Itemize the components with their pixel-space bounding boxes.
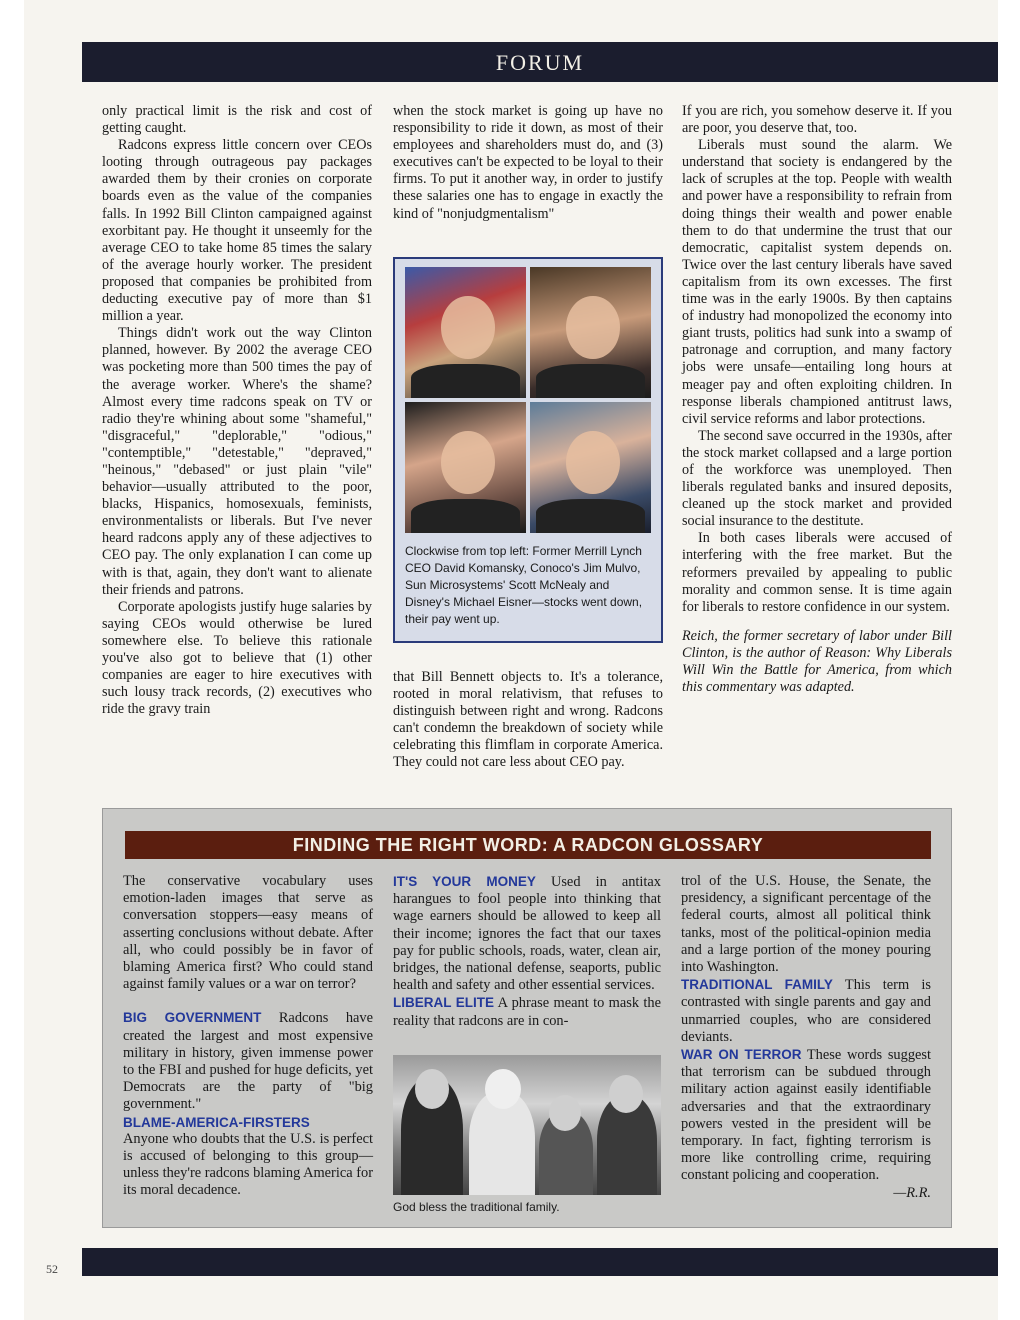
footer-bar [82, 1248, 998, 1276]
glossary-sidebar [102, 808, 952, 1228]
photo-michael-eisner [405, 402, 526, 533]
glossary-term: WAR ON TERROR [681, 1047, 802, 1063]
paragraph: Things didn't work out the way Clinton planned, however. By 2002 the average CEO was pocketing more than 500 times the pay of the average worker. Where's the shame? Almost every time radcons speak on TV or radio they're whining about some "shameful," "disgraceful," "deplorable," "odious," "contemptible," "detestable," "depraved," "heinous," "debased" or just plain "vile" behavior—usually attributed to the poor, blacks, Hispanics, homosexuals, feminists, environmentalists or liberals. But I've never heard radcons apply any of these adjectives to CEO pay. The only explanation I can come up with is that, again, they don't want to alienate their friends and patrons. [102, 325, 372, 598]
author-byline: Reich, the former secretary of labor under Bill Clinton, is the author of Reason: Why Liberals Will Win the Battle for America, from which this commentary was adapted. [682, 627, 952, 696]
paragraph: when the stock market is going up have no responsibility to ride it down, as most of their employees and shareholders must do, and (3) executives can't be expected to be loyal to their firms. To put it another way, in order to justify these salaries one has to engage in exactly the kind of "nonjudgmentalism" [393, 103, 663, 222]
glossary-column-2 [393, 873, 661, 1030]
paragraph: Corporate apologists justify huge salaries by saying CEOs would otherwise be lured somewhere else. To believe this rationale you've also got to believe that (1) other companies are eager to hire executives with such lousy track records, (2) executives who ride the gravy train [102, 598, 372, 718]
photo-jim-mulvo [530, 267, 651, 398]
section-title: FORUM [495, 50, 585, 75]
photo-scott-mcnealy [530, 402, 651, 533]
paragraph: that Bill Bennett objects to. It's a tolerance, rooted in moral relativism, that refuses to distinguish between right and wrong. Radcons can't condemn the breakdown of society while celebrating this flimflam in corporate America. They could not care less about CEO pay. [393, 669, 663, 771]
glossary-column-3 [681, 873, 931, 1202]
glossary-definition: trol of the U.S. House, the Senate, the presidency, a significant percentage of the federal courts, almost all political think tanks, most of the political-opinion media and a large portion of the money pouring into Washington. [681, 873, 931, 976]
section-header [82, 42, 998, 82]
glossary-entry [681, 1046, 931, 1185]
paragraph: The second save occurred in the 1930s, after the stock market collapsed and a large portion of the workforce was unemployed. Then liberals regulated banks and insured deposits, cleaned up the stock market and provided social insurance to the destitute. [682, 427, 952, 530]
traditional-family-photo [393, 1055, 661, 1195]
glossary-intro: The conservative vocabulary uses emotion-laden images that serve as conversation stoppers—easy means of asserting conclusions without debate. After all, who could possibly be in favor of blaming America first? Who could stand against family values or a war on terror? [123, 873, 373, 993]
glossary-definition: This term is contrasted with single parents and gay and unmarried couples, who are considered deviants. [681, 977, 931, 1045]
glossary-column-1 [123, 873, 373, 1200]
glossary-entry [681, 976, 931, 1046]
ceo-photo-panel [393, 257, 663, 643]
glossary-entry [681, 873, 931, 976]
family-photo-caption: God bless the traditional family. [393, 1200, 560, 1214]
glossary-term: BIG GOVERNMENT [123, 1010, 262, 1026]
glossary-definition: A phrase meant to mask the reality that radcons are in con- [393, 995, 661, 1029]
glossary-term: BLAME-AMERICA-FIRSTERS [123, 1114, 310, 1130]
glossary-term: LIBERAL ELITE [393, 995, 495, 1011]
glossary-entry [123, 1009, 373, 1113]
glossary-definition: Radcons have created the largest and most expensive military in history, given immense power to the FBI and pushed for huge deficits, yet Democrats are the party of "big government." [123, 1010, 374, 1113]
glossary-title: FINDING THE RIGHT WORD: A RADCON GLOSSARY [125, 831, 931, 859]
glossary-signature: —R.R. [893, 1184, 931, 1201]
page-number: 52 [46, 1262, 58, 1276]
photo-david-komansky [405, 267, 526, 398]
paragraph: If you are rich, you somehow deserve it. If you are poor, you deserve that, too. [682, 103, 952, 137]
paragraph: Liberals must sound the alarm. We understand that society is endangered by the lack of scruples at the top. People with wealth and power have a responsibility to refrain from doing things their wealth and power enable them to do that undermine the trust that our democratic, capitalist system depends on. Twice over the last century liberals have saved capitalism from its own excesses. The first time was in the early 1900s. By then captains of industry had monopolized the economy into giant trusts, politics had sunk into a swamp of patronage and corruption, and many factory jobs were unsafe—entailing long hours at meager pay and often exploiting children. In response liberals championed antitrust laws, civil service reforms and labor protections. [682, 137, 952, 427]
glossary-entry [393, 873, 661, 994]
article-column-3 [682, 103, 952, 696]
glossary-definition: Used in antitax harangues to fool people into thinking that wage earners should be allowed to keep all their income; ignores the fact that our taxes pay for public schools, roads, water, clean air, bridges, the national defense, seaports, public health and safety and other essential services. [393, 874, 661, 994]
paragraph: Radcons express little concern over CEOs looting through outrageous pay packages awarded them by their cronies on corporate boards even as the value of the companies falls. In 1992 Bill Clinton campaigned against exorbitant pay. He thought it unseemly for the average CEO to take home 85 times the salary of the average hourly worker. The president proposed that companies be prohibited from deducting executive pay of more than $1 million a year. [102, 137, 372, 325]
glossary-term: IT'S YOUR MONEY [393, 874, 536, 889]
article-column-2-top [393, 103, 663, 223]
glossary-definition: Anyone who doubts that the U.S. is perfect is accused of belonging to this group—unless they're radcons blaming America for its moral decadence. [123, 1130, 373, 1199]
article-column-1 [102, 103, 372, 718]
glossary-entry [393, 994, 661, 1029]
photo-caption: Clockwise from top left: Former Merrill Lynch CEO David Komansky, Conoco's Jim Mulvo, Sun Microsystems' Scott McNealy and Disney's Michael Eisner—stocks went down, their pay went up. [405, 544, 643, 626]
paragraph: only practical limit is the risk and cost of getting caught. [102, 103, 372, 137]
page-margin [0, 0, 24, 1320]
glossary-definition: These words suggest that terrorism can be subdued through military action against easily identifiable adversaries and that the extraordinary powers vested in the president will be temporary. In fact, fighting terrorism is more like controlling crime, requiring constant policing and cooperation. [681, 1047, 931, 1184]
paragraph: In both cases liberals were accused of interfering with the free market. But the reformers prevailed by appealing to public morality and common sense. It is time again for liberals to restore confidence in our system. [682, 530, 952, 615]
article-column-2-bottom [393, 669, 663, 772]
glossary-entry [123, 1114, 373, 1200]
glossary-term: TRADITIONAL FAMILY [681, 977, 833, 993]
